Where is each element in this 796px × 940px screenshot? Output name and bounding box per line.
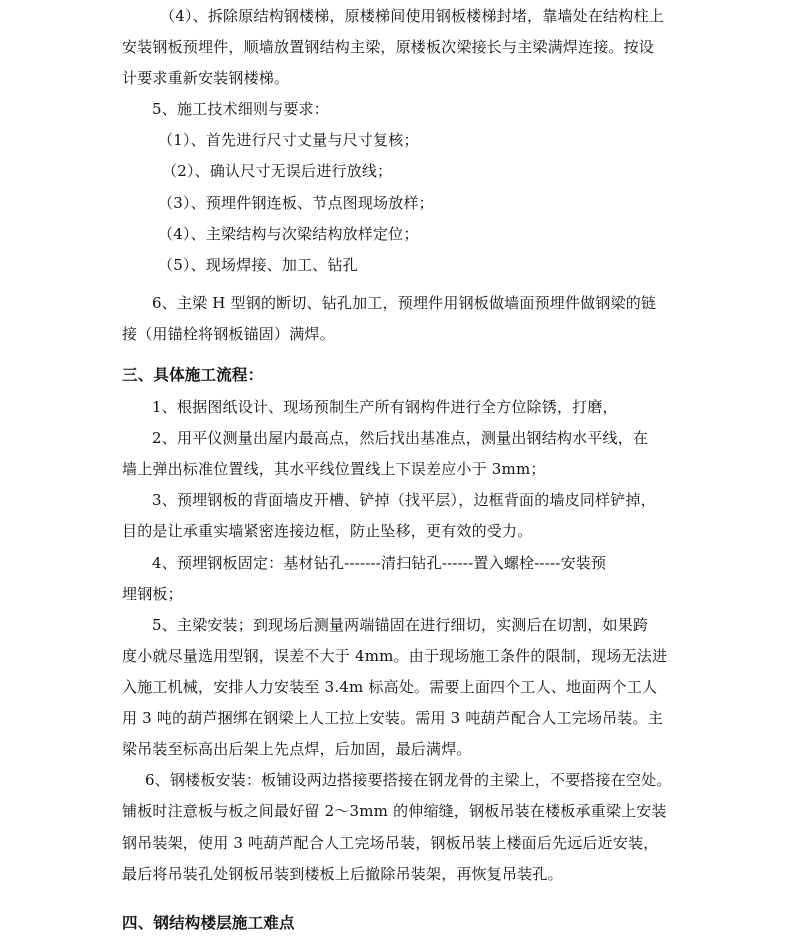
paragraph-line: 最后将吊装孔处钢板吊装到楼板上后撤除吊装架，再恢复吊装孔。 — [122, 865, 563, 883]
paragraph-line: 度小就尽量选用型钢，误差不大于 4mm。由于现场施工条件的限制，现场无法进 — [122, 647, 668, 665]
paragraph-line: 入施工机械，安排人力安装至 3.4m 标高处。需要上面四个工人、地面两个工人 — [122, 678, 658, 696]
paragraph-line: （4）、拆除原结构钢楼梯，原楼梯间使用钢板楼梯封堵，靠墙处在结构柱上 — [160, 7, 664, 25]
paragraph-line: 梁吊装至标高出后架上先点焊，后加固，最后满焊。 — [122, 740, 472, 758]
paragraph-line: 铺板时注意板与板之间最好留 2～3mm 的伸缩缝，钢板吊装在楼板承重梁上安装 — [122, 802, 667, 820]
paragraph-line: 6、钢楼板安装：板铺设两边搭接要搭接在钢龙骨的主梁上，不要搭接在空处。 — [145, 771, 672, 789]
paragraph-line: 埋钢板； — [122, 585, 183, 603]
paragraph-line: （1）、首先进行尺寸丈量与尺寸复核； — [158, 131, 419, 149]
paragraph-line: （3）、预埋件钢连板、节点图现场放样； — [158, 194, 434, 212]
paragraph-line: （5）、现场焊接、加工、钻孔 — [158, 256, 358, 274]
section-heading: 三、具体施工流程： — [122, 366, 264, 384]
section-heading: 四、钢结构楼层施工难点 — [122, 914, 295, 932]
paragraph-line: 用 3 吨的葫芦捆绑在钢梁上人工拉上安装。需用 3 吨葫芦配合人工完场吊装。主 — [122, 709, 663, 727]
paragraph-line: 3、预埋钢板的背面墙皮开槽、铲掉（找平层），边框背面的墙皮同样铲掉， — [152, 491, 656, 509]
paragraph-line: 1、根据图纸设计、现场预制生产所有钢构件进行全方位除锈，打磨， — [152, 398, 618, 416]
paragraph-line: 墙上弹出标准位置线，其水平线位置线上下误差应小于 3mm； — [122, 460, 546, 478]
paragraph-line: 计要求重新安装钢楼梯。 — [122, 69, 290, 87]
paragraph-line: 目的是让承重实墙紧密连接边框，防止坠移，更有效的受力。 — [122, 522, 533, 540]
paragraph-line: 接（用锚栓将钢板锚固）满焊。 — [122, 325, 335, 343]
paragraph-line: （2）、确认尺寸无误后进行放线； — [162, 162, 393, 180]
paragraph-line: 4、预埋钢板固定：基材钻孔-------清扫钻孔------置入螺栓-----安装预 — [152, 554, 607, 572]
paragraph-line: 安装钢板预埋件，顺墙放置钢结构主梁，原楼板次梁接长与主梁满焊连接。按设 — [122, 38, 655, 56]
paragraph-line: 钢吊装架，使用 3 吨葫芦配合人工完场吊装，钢板吊装上楼面后先远后近安装， — [122, 834, 659, 852]
paragraph-line: （4）、主梁结构与次梁结构放样定位； — [158, 225, 419, 243]
paragraph-line: 5、主梁安装；到现场后测量两端锚固在进行细切，实测后在切割，如果跨 — [152, 616, 649, 634]
paragraph-line: 6、主梁 H 型钢的断切、钻孔加工，预埋件用钢板做墙面预埋件做钢梁的链 — [152, 294, 657, 312]
paragraph-line: 5、施工技术细则与要求： — [152, 100, 329, 118]
paragraph-line: 2、用平仪测量出屋内最高点，然后找出基准点，测量出钢结构水平线，在 — [152, 429, 649, 447]
